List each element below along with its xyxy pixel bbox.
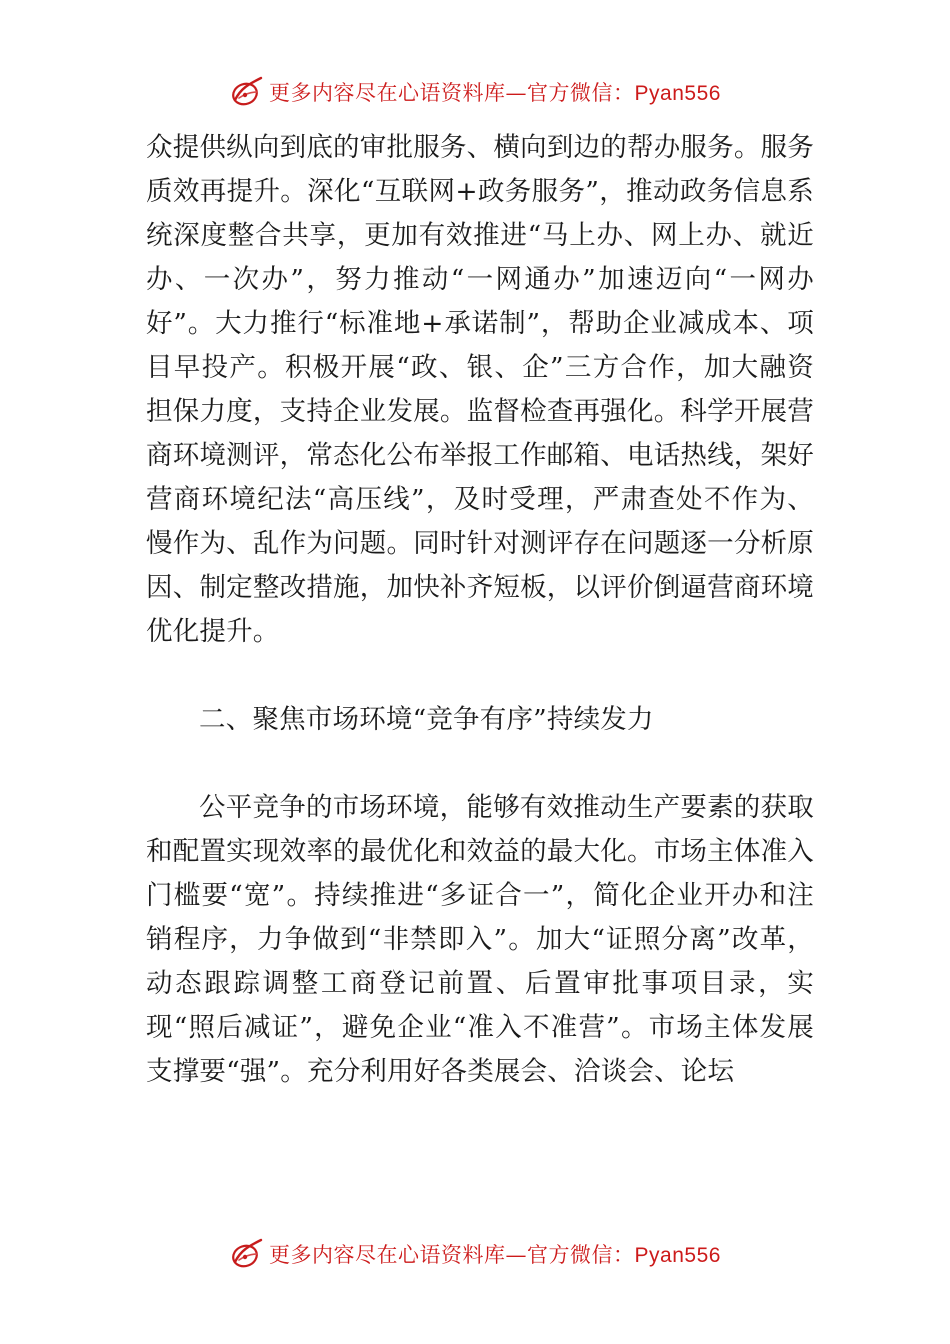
watermark-header [0, 72, 950, 112]
paragraph-gap [146, 742, 814, 786]
paragraph-market-environment: 公平竞争的市场环境，能够有效推动生产要素的获取和配置实现效率的最优化和效益的最大化。市场主体准入门槛要“宽”。持续推进“多证合一”，简化企业开办和注销程序，力争做到“非禁即入”。加大“证照分离”改革，动态跟踪调整工商登记前置、后置审批事项目录，实现“照后减证”，避免企业“准入不准营”。市场主体发展支撑要“强”。充分利用好各类展会、洽谈会、论坛 [146, 792, 814, 1087]
watermark-label: 更多内容尽在心语资料库—官方微信： [269, 1243, 635, 1267]
watermark-text [269, 1239, 721, 1269]
watermark-handle: Pyan556 [634, 82, 721, 105]
brush-logo-icon [229, 1236, 265, 1272]
watermark-text [269, 77, 721, 107]
document-body [146, 126, 814, 1094]
watermark-footer [0, 1234, 950, 1274]
watermark-label: 更多内容尽在心语资料库—官方微信： [269, 81, 635, 105]
paragraph-continued: 众提供纵向到底的审批服务、横向到边的帮办服务。服务质效再提升。深化“互联网+政务服务”，推动政务信息系统深度整合共享，更加有效推进“马上办、网上办、就近办、一次办”，努力推动“一网通办”加速迈向“一网办好”。大力推行“标准地+承诺制”，帮助企业减成本、项目早投产。积极开展“政、银、企”三方合作，加大融资担保力度，支持企业发展。监督检查再强化。科学开展营商环境测评，常态化公布举报工作邮箱、电话热线，架好营商环境纪法“高压线”，及时受理，严肃查处不作为、慢作为、乱作为问题。同时针对测评存在问题逐一分析原因、制定整改措施，加快补齐短板，以评价倒逼营商环境优化提升。 [146, 132, 814, 647]
paragraph-gap [146, 654, 814, 698]
brush-logo-icon [229, 74, 265, 110]
section-heading: 二、聚焦市场环境“竞争有序”持续发力 [199, 704, 654, 735]
watermark-handle: Pyan556 [634, 1244, 721, 1267]
